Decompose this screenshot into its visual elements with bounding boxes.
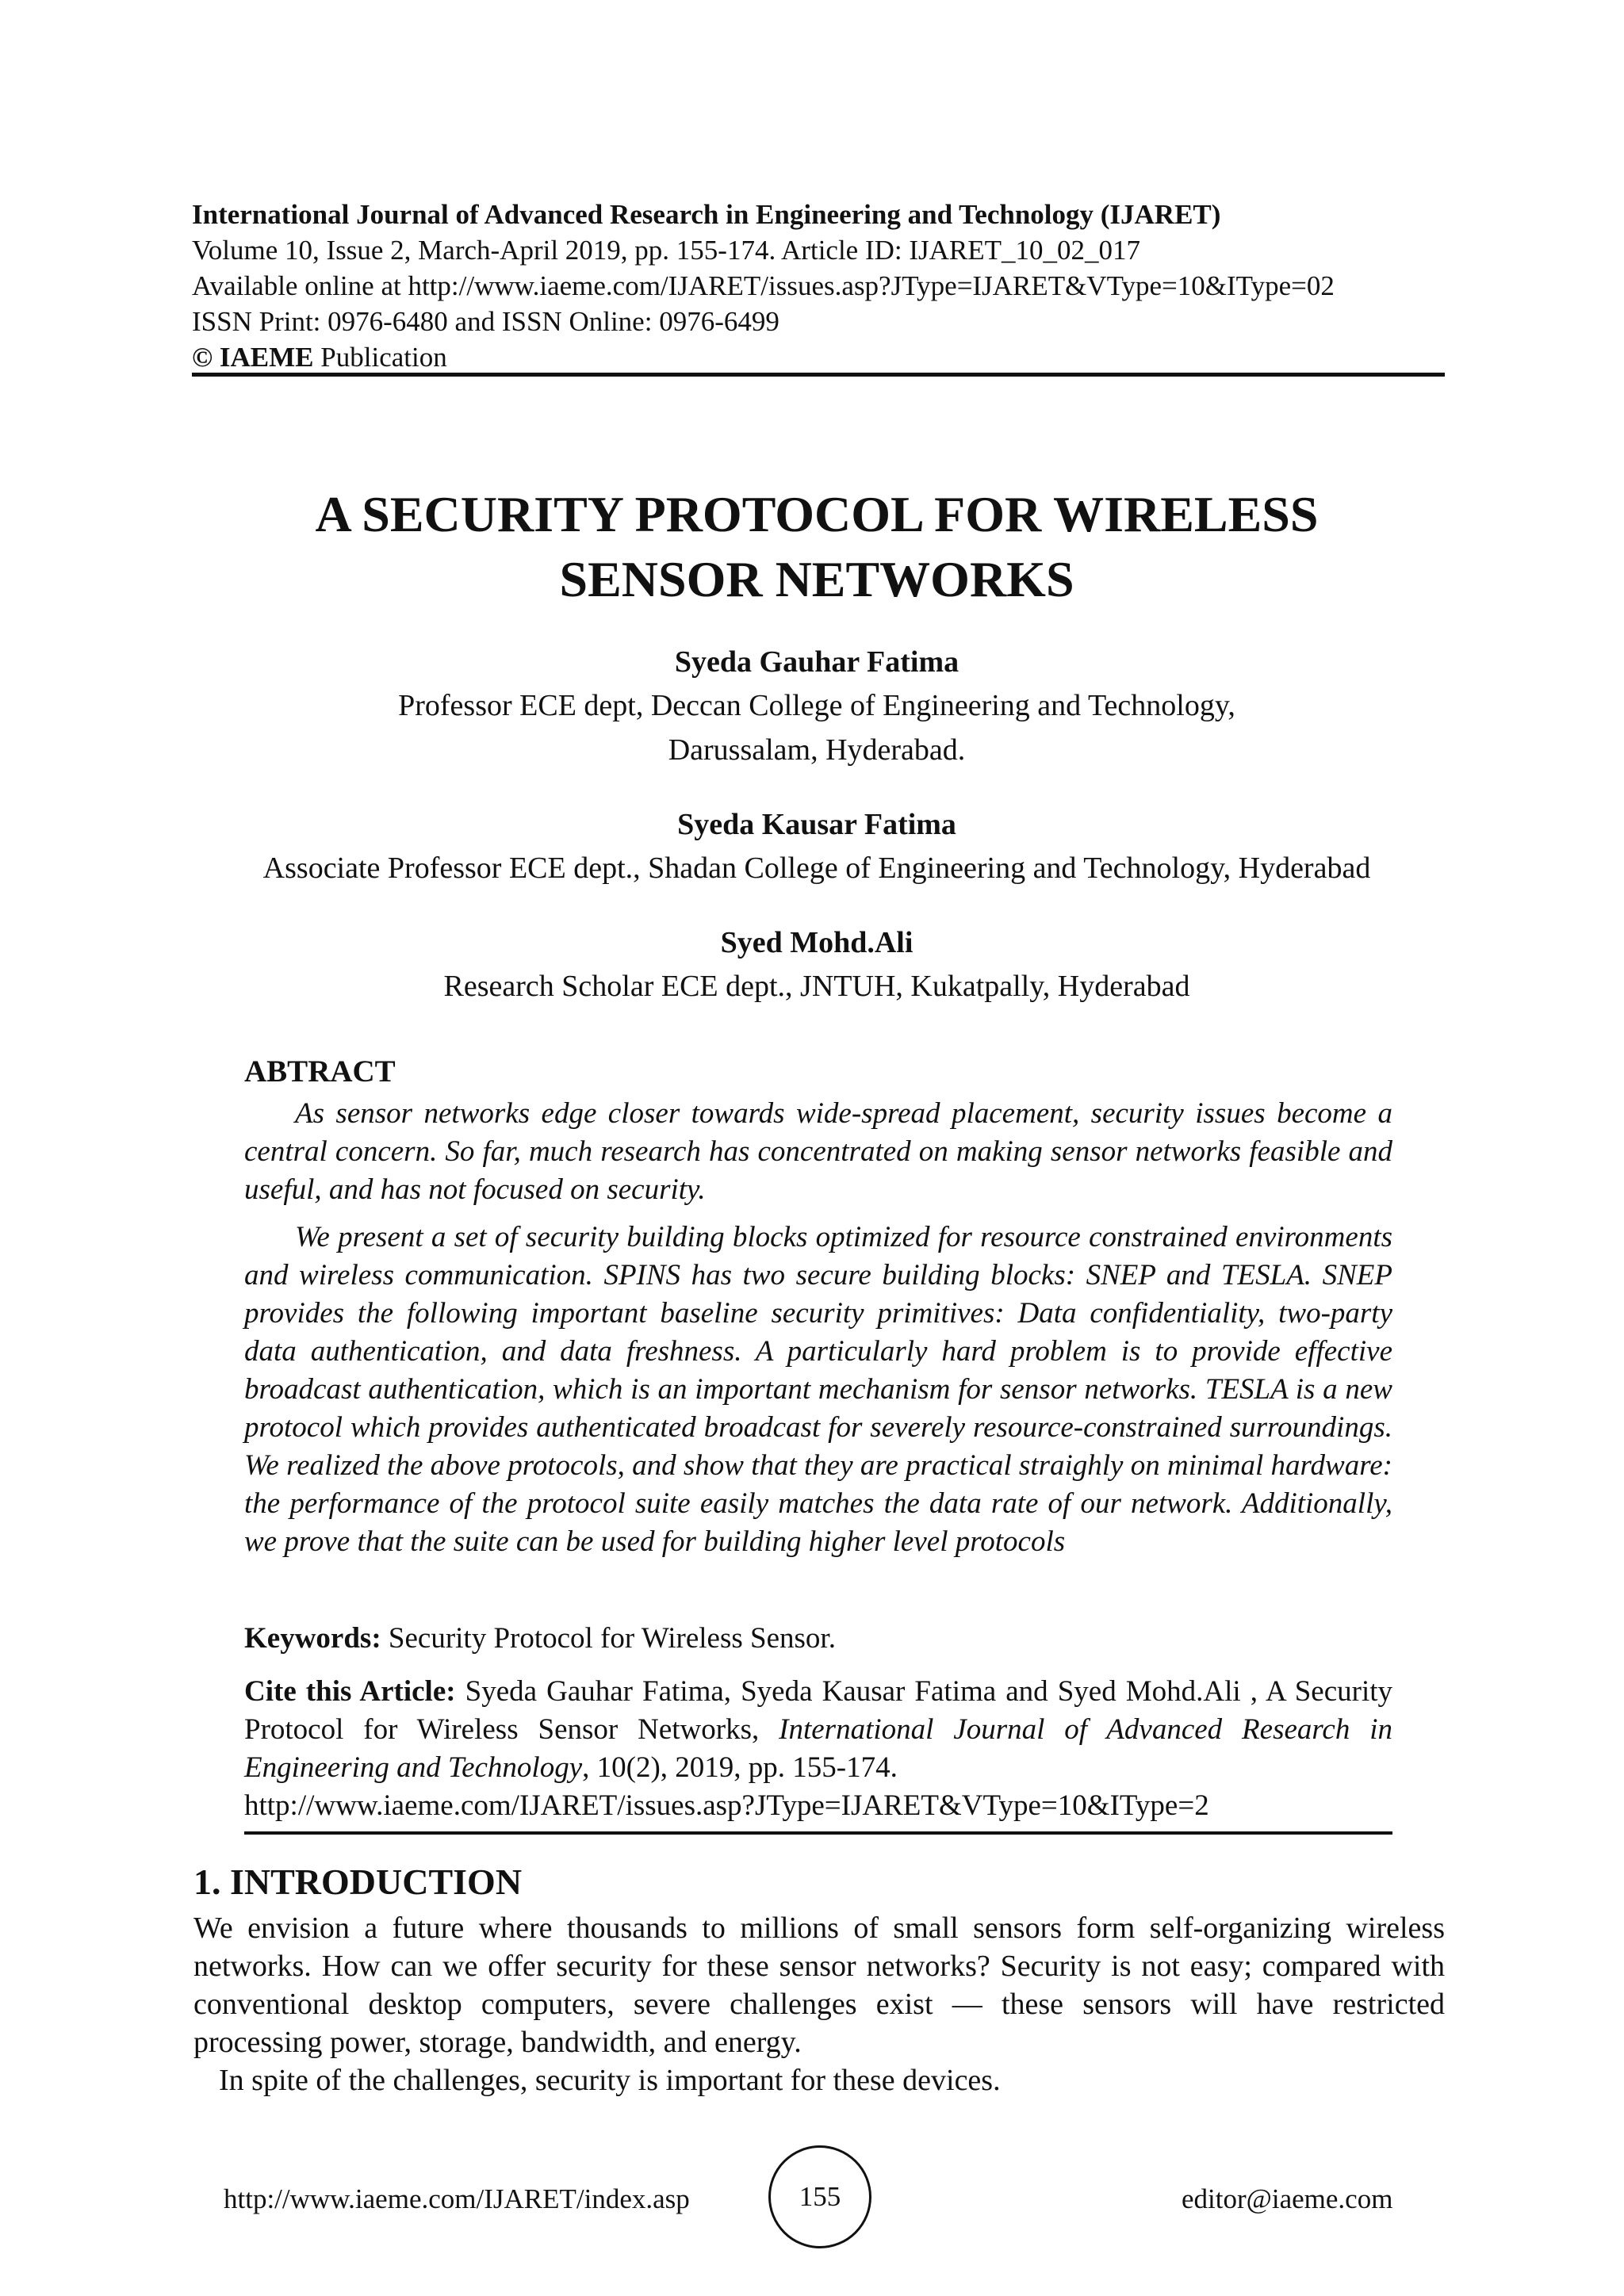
introduction-body: [193, 1909, 1445, 2099]
journal-header: [192, 197, 1445, 375]
footer-url[interactable]: http://www.iaeme.com/IJARET/index.asp: [224, 2183, 690, 2214]
citation-label: Cite this Article:: [244, 1675, 456, 1708]
author-block-1: [119, 641, 1515, 772]
journal-name: International Journal of Advanced Research in Engineering and Technology (IJARET): [192, 199, 1221, 230]
publisher-name: IAEME: [219, 342, 314, 373]
available-online-line: Available online at http://www.iaeme.com/IJARET/issues.asp?JType=IJARET&VType=10&IType=02: [192, 270, 1335, 301]
author-affiliation: Research Scholar ECE dept., JNTUH, Kukatpally, Hyderabad: [443, 970, 1190, 1003]
citation-details: , 10(2), 2019, pp. 155-174.: [582, 1751, 898, 1784]
issn-line: ISSN Print: 0976-6480 and ISSN Online: 0976-6499: [192, 306, 779, 337]
abstract-paragraph: As sensor networks edge closer towards wide-spread placement, security issues become a central concern. So far, much research has concentrated on making sensor networks feasible and useful, and has not focused on security.: [244, 1097, 1392, 1206]
footer-email[interactable]: editor@iaeme.com: [1182, 2183, 1393, 2214]
introduction-paragraph: We envision a future where thousands to millions of small sensors form self-organizing wireless networks. How can we offer security for these sensor networks? Security is not easy; compared with conventional desktop computers, severe challenges exist — these sensors will have restricted processing power, storage, bandwidth, and energy.: [193, 1911, 1445, 2059]
citation-journal: International Journal of Advanced Research in Engineering and Technology: [244, 1713, 1393, 1784]
publication-word: Publication: [320, 342, 447, 373]
volume-line: Volume 10, Issue 2, March-April 2019, pp. 155-174. Article ID: IJARET_10_02_017: [192, 235, 1141, 266]
citation: [244, 1673, 1392, 1825]
page-number: 155: [768, 2145, 871, 2248]
citation-authors: Syeda Gauhar Fatima, Syeda Kausar Fatima and Syed Mohd.Ali , A Security Protocol for Wireless Sensor Networks,: [244, 1675, 1392, 1746]
title-line-2: SENSOR NETWORKS: [559, 551, 1074, 607]
abstract-heading: ABTRACT: [244, 1054, 396, 1089]
title-line-1: A SECURITY PROTOCOL FOR WIRELESS: [315, 486, 1319, 542]
author-block-2: [119, 803, 1515, 890]
keywords-label: Keywords:: [244, 1622, 381, 1655]
introduction-paragraph: In spite of the challenges, security is important for these devices.: [219, 2064, 1001, 2097]
author-name: Syeda Kausar Fatima: [677, 808, 956, 841]
keywords-text: Security Protocol for Wireless Sensor.: [388, 1622, 836, 1655]
author-name: Syed Mohd.Ali: [720, 926, 914, 959]
introduction-heading: 1. INTRODUCTION: [193, 1862, 523, 1902]
author-affiliation: Associate Professor ECE dept., Shadan College of Engineering and Technology, Hyderabad: [262, 851, 1371, 885]
citation-url[interactable]: http://www.iaeme.com/IJARET/issues.asp?JType=IJARET&VType=10&IType=2: [244, 1789, 1209, 1822]
abstract-paragraph: We present a set of security building blocks optimized for resource constrained environments and wireless communication. SPINS has two secure building blocks: SNEP and TESLA. SNEP provides the following important baseline security primitives: Data confidentiality, two-party data authentication, and data freshness. A particularly hard problem is to provide effective broadcast authentication, which is an important mechanism for sensor networks. TESLA is a new protocol which provides authenticated broadcast for severely resource-constrained surroundings. We realized the above protocols, and show that they are practical straighly on minimal hardware: the performance of the protocol suite easily matches the data rate of our network. Additionally, we prove that the suite can be used for building higher level protocols: [244, 1221, 1392, 1558]
author-name: Syeda Gauhar Fatima: [674, 645, 959, 679]
paper-title: [159, 482, 1475, 612]
copyright-symbol: ©: [192, 342, 213, 373]
author-affiliation: Professor ECE dept, Deccan College of Engineering and Technology,: [398, 689, 1235, 722]
publisher-line: [192, 339, 1445, 375]
header-divider: [192, 373, 1445, 377]
author-block-3: [119, 921, 1515, 1008]
citation-divider: [244, 1831, 1392, 1835]
abstract: [244, 1049, 1392, 1561]
author-affiliation: Darussalam, Hyderabad.: [668, 733, 966, 767]
keywords: [244, 1620, 1392, 1658]
